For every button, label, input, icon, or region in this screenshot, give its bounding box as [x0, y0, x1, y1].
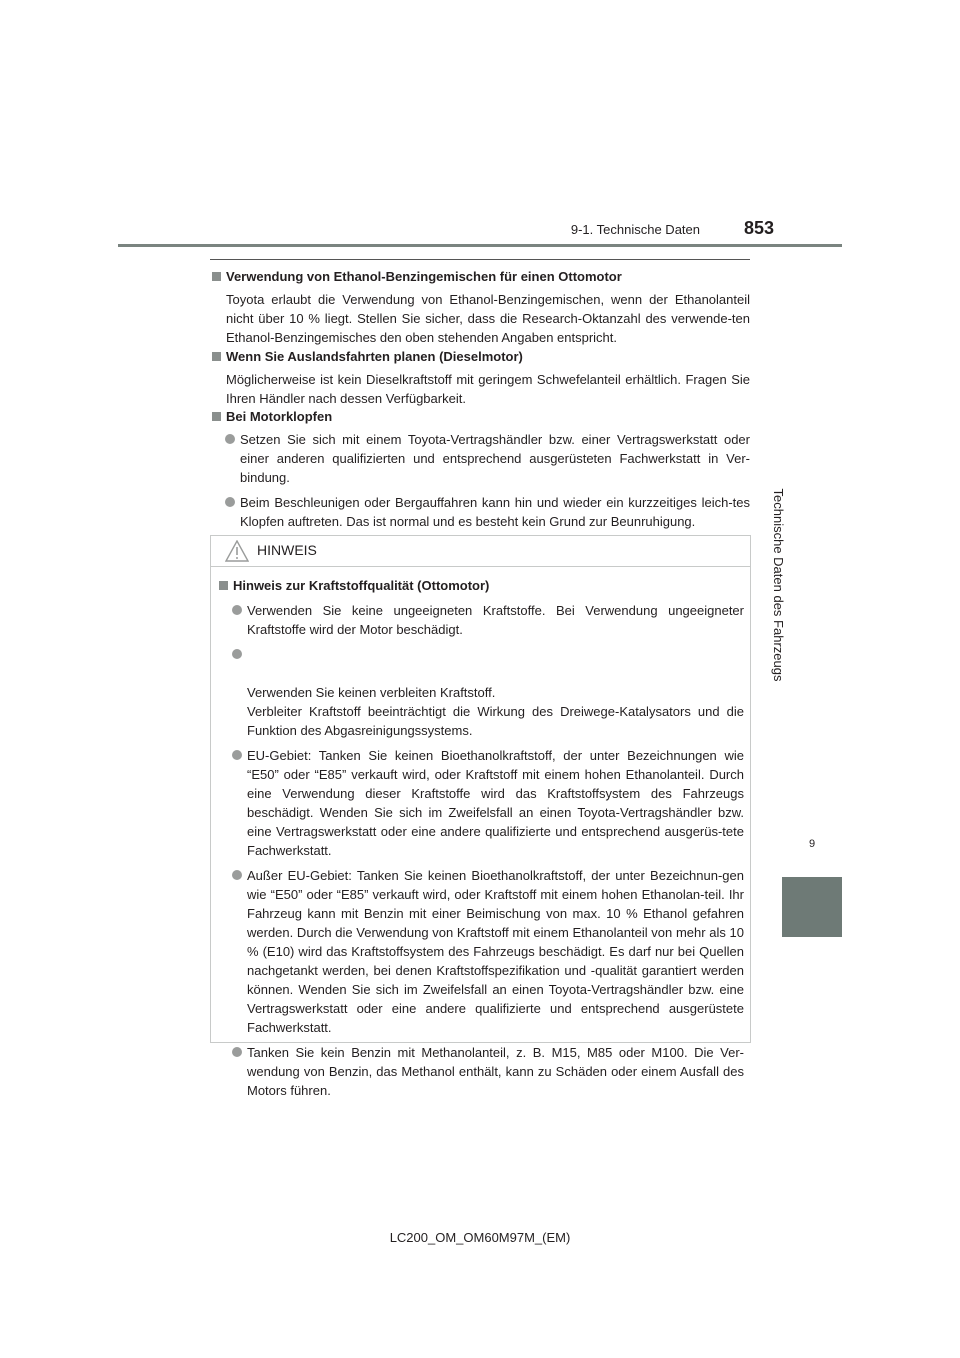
section-heading: Wenn Sie Auslandsfahrten planen (Dieselmotor) [210, 348, 750, 366]
warning-triangle-icon [225, 540, 249, 562]
notice-label: HINWEIS [257, 542, 317, 558]
square-bullet-icon [212, 272, 221, 281]
notice-body [211, 567, 750, 1100]
section-text: Möglicherweise ist kein Dieselkraftstoff mit geringem Schwefelanteil erhältlich. Fragen Sie Ihren Händler nach dessen Verfügbarkeit. [226, 372, 750, 406]
list-item: Beim Beschleunigen oder Bergauffahren kann hin und wieder ein kurzzeitiges leich-tes Klopfen auftreten. Das ist normal und es besteht kein Grund zur Beunruhigung. [210, 493, 750, 531]
chapter-side-label: Technische Daten des Fahrzeugs [771, 488, 786, 682]
chapter-number: 9 [808, 838, 816, 850]
list-item: EU-Gebiet: Tanken Sie keinen Bioethanolkraftstoff, der unter Bezeichnungen wie “E50” oder “E85” verkauft wird, oder Kraftstoff mit einem hohen Ethanolanteil. Durch eine Verwendung dieser Kraftstoffe wird das Kraftstoffsystem des Fahrzeugs beschädigt. Wenden Sie sich im Zweifelsfall an einen Toyota-Vertragshändler bzw. eine Vertragswerkstatt oder eine andere qualifizierte und entsprechend ausgerüs-tete Fachwerkstatt. [217, 746, 744, 860]
list-item: Verwenden Sie keine ungeeigneten Kraftstoffe. Bei Verwendung ungeeigneter Kraftstoffe wird der Motor beschädigt. [217, 601, 744, 639]
section-knocking [210, 408, 750, 531]
section-text: Toyota erlaubt die Verwendung von Ethanol-Benzingemischen, wenn der Ethanolanteil nicht über 10 % liegt. Stellen Sie sicher, dass die Research-Oktanzahl des verwende-ten Ethanol-Benzingemisches den oben stehenden Angaben entspricht. [226, 292, 750, 345]
content-rule [210, 259, 750, 260]
section-heading: Bei Motorklopfen [210, 408, 750, 426]
section-heading: Verwendung von Ethanol-Benzingemischen für einen Ottomotor [210, 268, 750, 286]
round-bullet-icon [232, 750, 242, 760]
list-item: Tanken Sie kein Benzin mit Methanolanteil, z. B. M15, M85 oder M100. Die Ver-wendung von Benzin, das Methanol enthält, kann zu Schäden oder einem Ausfall des Motors führen. [217, 1043, 744, 1100]
chapter-tab [782, 877, 842, 937]
section-diesel-abroad [210, 348, 750, 408]
notice-box [210, 535, 751, 1098]
round-bullet-icon [232, 870, 242, 880]
page-number: 853 [743, 218, 774, 238]
round-bullet-icon [232, 605, 242, 615]
notice-heading: Hinweis zur Kraftstoffqualität (Ottomotor) [217, 577, 744, 595]
list-item: Außer EU-Gebiet: Tanken Sie keinen Bioethanolkraftstoff, der unter Bezeichnun-gen wie “E50” oder “E85” verkauft wird, oder Kraftstoff mit einem hohen Ethanolan-teil. Ihr Fahrzeug kann mit Benzin mit einer Beimischung von max. 10 % Ethanol gefahren werden. Durch die Verwendung von Kraftstoff mit einem Ethanolanteil von mehr als 10 % (E10) wird das Kraftstoffsystem des Fahrzeugs beschädigt. Es darf nur bei Quellen nachgetankt werden, bei denen Kraftstoffspezifikation und -qualität garantiert werden können. Wenden Sie sich im Zweifelsfall an einen Toyota-Vertragshändler bzw. eine Vertragswerkstatt oder eine andere qualifizierte und entsprechend ausgerüstete Fachwerkstatt. [217, 866, 744, 1037]
section-title: 9-1. Technische Daten [570, 222, 700, 237]
notice-header [211, 536, 750, 567]
header-rule [118, 244, 842, 247]
round-bullet-icon [225, 497, 235, 507]
round-bullet-icon [232, 649, 242, 659]
square-bullet-icon [212, 352, 221, 361]
document-code: LC200_OM_OM60M97M_(EM) [389, 1230, 571, 1245]
round-bullet-icon [225, 434, 235, 444]
section-ethanol [210, 268, 750, 347]
square-bullet-icon [219, 581, 228, 590]
list-item: Setzen Sie sich mit einem Toyota-Vertragshändler bzw. einer Vertragswerkstatt oder einer anderen qualifizierten und entsprechend ausgerüsteten Fachwerkstatt in Ver-bindung. [210, 430, 750, 487]
square-bullet-icon [212, 412, 221, 421]
round-bullet-icon [232, 1047, 242, 1057]
list-item: Verwenden Sie keinen verbleiten Kraftstoff. Verbleiter Kraftstoff beeinträchtigt die Wirkung des Dreiwege-Katalysators und die Funktion des Abgasreinigungssystems. [217, 645, 744, 740]
